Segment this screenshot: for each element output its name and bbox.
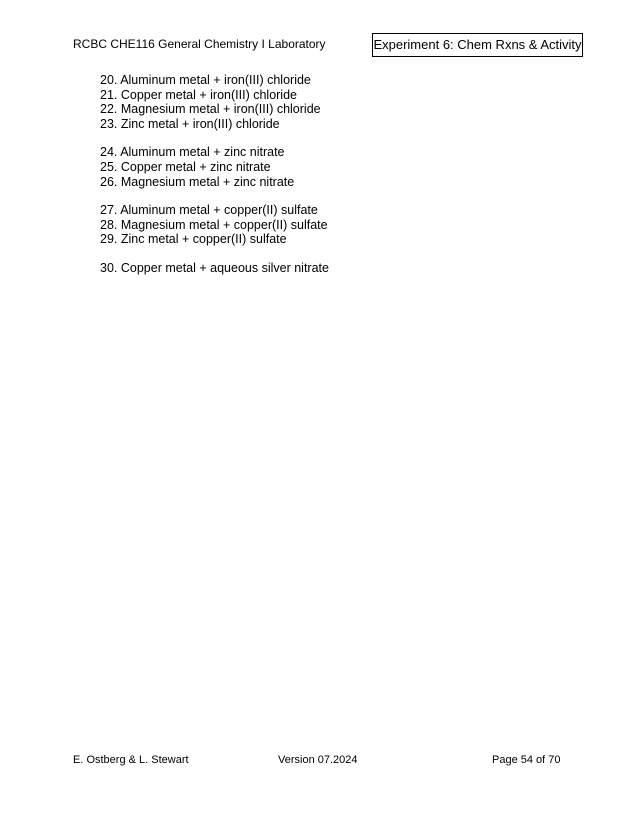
reaction-number: 28.: [100, 217, 118, 232]
reaction-number: 22.: [100, 102, 118, 117]
reaction-number: 20.: [100, 73, 118, 87]
reaction-group: [100, 203, 329, 247]
reaction-group: [100, 145, 329, 189]
reaction-text: Zinc metal + copper(II) sulfate: [120, 232, 287, 247]
reaction-number: 27.: [100, 203, 118, 218]
reaction-text: Magnesium metal + iron(III) chloride: [120, 102, 321, 117]
reaction-list: [100, 73, 329, 290]
reaction-text: Aluminum metal + iron(III) chloride: [120, 73, 311, 87]
reaction-item: [100, 145, 329, 160]
reaction-item: [100, 175, 329, 190]
reaction-item: [100, 117, 329, 132]
reaction-item: [100, 88, 329, 103]
reaction-item: [100, 160, 329, 175]
reaction-group: [100, 261, 329, 276]
reaction-item: [100, 73, 329, 88]
reaction-text: Magnesium metal + copper(II) sulfate: [120, 217, 328, 232]
reaction-number: 26.: [100, 174, 118, 189]
course-title: RCBC CHE116 General Chemistry I Laboratory: [73, 37, 326, 51]
reaction-number: 24.: [100, 145, 118, 160]
footer-version: Version 07.2024: [278, 754, 358, 766]
reaction-number: 25.: [100, 159, 118, 174]
experiment-title-box: Experiment 6: Chem Rxns & Activity: [372, 33, 583, 57]
reaction-item: [100, 232, 329, 247]
reaction-text: Copper metal + aqueous silver nitrate: [120, 260, 329, 275]
reaction-text: Aluminum metal + zinc nitrate: [120, 145, 285, 160]
reaction-text: Copper metal + zinc nitrate: [120, 159, 271, 174]
reaction-item: [100, 203, 329, 218]
reaction-text: Copper metal + iron(III) chloride: [120, 87, 297, 102]
reaction-text: Aluminum metal + copper(II) sulfate: [120, 203, 318, 218]
reaction-text: Magnesium metal + zinc nitrate: [120, 174, 295, 189]
reaction-item: [100, 102, 329, 117]
reaction-number: 29.: [100, 232, 118, 247]
reaction-item: [100, 261, 329, 276]
reaction-item: [100, 218, 329, 233]
reaction-group: [100, 73, 329, 131]
reaction-text: Zinc metal + iron(III) chloride: [120, 116, 280, 131]
footer-page-number: Page 54 of 70: [492, 754, 561, 766]
reaction-number: 21.: [100, 87, 118, 102]
reaction-number: 23.: [100, 116, 118, 131]
footer-authors: E. Ostberg & L. Stewart: [73, 754, 189, 766]
reaction-number: 30.: [100, 260, 118, 275]
